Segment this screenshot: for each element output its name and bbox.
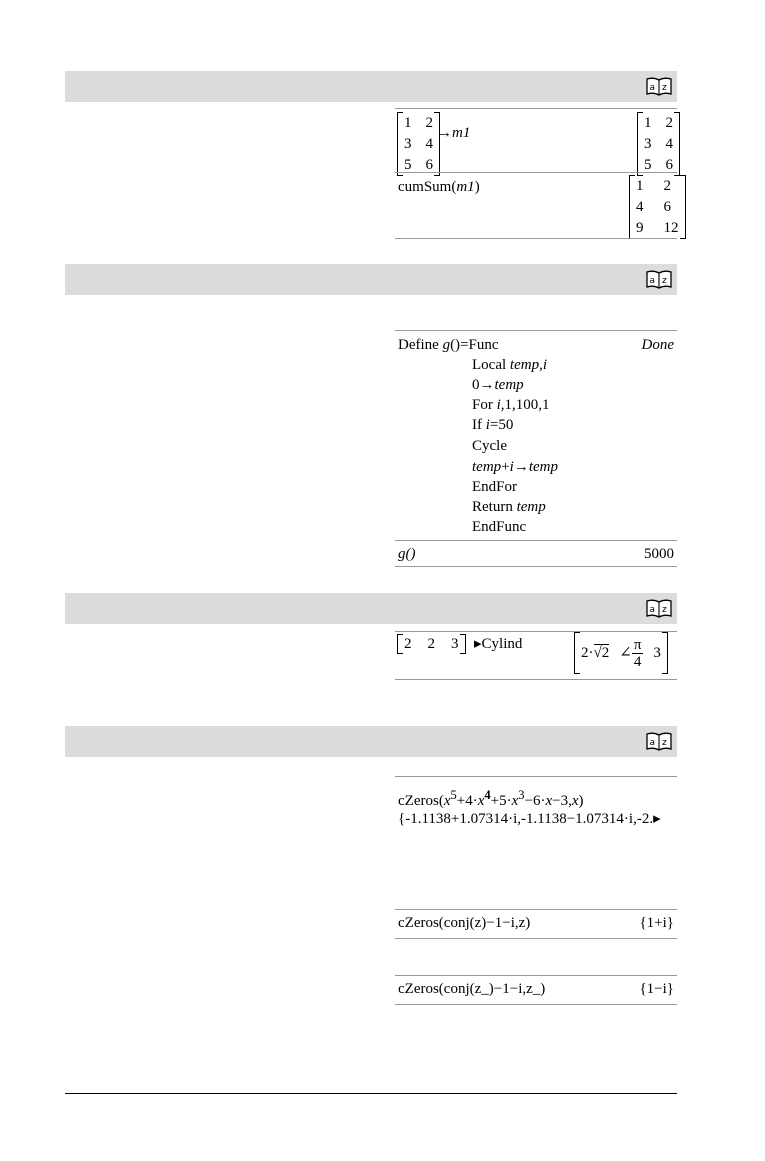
example-divider xyxy=(395,540,677,541)
svg-text:a: a xyxy=(649,738,656,748)
czeros-polynomial: $cZeros(x^5+4\cdot x^4+5\cdot x^3-6\cdot x-3,x)$ xyxy=(398,788,584,809)
matrix-cell: 5 xyxy=(644,157,652,173)
matrix-cell: 2 xyxy=(663,178,671,194)
example-divider xyxy=(395,238,677,239)
example-divider xyxy=(395,1004,677,1005)
cumsum-result-matrix xyxy=(629,175,686,239)
matrix-cell: 6 xyxy=(425,157,433,173)
svg-text:a: a xyxy=(649,83,656,93)
czeros-conj-z-underscore: cZeros(conj(z_)−1−i,z_) xyxy=(398,981,546,997)
matrix-cell: 4 xyxy=(636,199,644,215)
code-line: Return temp xyxy=(472,499,546,515)
svg-text:z: z xyxy=(662,605,667,615)
store-expression xyxy=(437,124,470,142)
matrix-cell: 2 xyxy=(425,115,433,131)
matrix-cell: 1 xyxy=(644,115,652,131)
done-result: Done xyxy=(641,337,674,353)
matrix-cell: 1 xyxy=(636,178,644,194)
footer-rule xyxy=(65,1093,677,1094)
matrix-cell: 3 xyxy=(404,136,412,152)
example-divider xyxy=(395,776,677,777)
matrix-result xyxy=(637,112,680,176)
cylind-operator: ▸Cylind xyxy=(474,636,523,652)
code-line: Local temp,i xyxy=(472,357,547,373)
example-divider xyxy=(395,330,677,331)
matrix-cell: 1 xyxy=(404,115,412,131)
matrix-cell: 6 xyxy=(665,157,673,173)
section-header-cumsum xyxy=(65,71,677,102)
variable-name: m1 xyxy=(452,125,471,141)
cumsum-command: cumSum(m1) xyxy=(398,179,480,195)
store-arrow: → xyxy=(437,125,452,141)
czeros-conj-z: cZeros(conj(z)−1−i,z) xyxy=(398,915,531,931)
cylind-result: 2·√2 ∠ $\frac{\pi}{4}$ 3 xyxy=(574,632,668,674)
function-result: 5000 xyxy=(644,546,674,562)
example-divider xyxy=(395,679,677,680)
define-statement: Define g()=Func xyxy=(398,337,499,353)
matrix-cell: 5 xyxy=(404,157,412,173)
matrix-cell: 12 xyxy=(663,220,679,236)
example-divider xyxy=(395,909,677,910)
section-header-cylind xyxy=(65,593,677,624)
matrix-cell: 3 xyxy=(644,136,652,152)
code-line: Cycle xyxy=(472,438,507,454)
section-header-czeros xyxy=(65,726,677,757)
matrix-cell: 4 xyxy=(425,136,433,152)
svg-text:z: z xyxy=(662,276,667,286)
svg-text:a: a xyxy=(649,605,656,615)
section-header-cycle xyxy=(65,264,677,295)
function-call: g() xyxy=(398,546,416,562)
code-line: If i=50 xyxy=(472,417,514,433)
czeros-conj-z-result: {1+i} xyxy=(639,915,674,931)
code-line: 0→temp xyxy=(472,377,524,393)
czeros-result: {-1.1138+1.07314·i,-1.1138−1.07314·i,-2.▸ xyxy=(398,811,661,827)
svg-text:a: a xyxy=(649,276,656,286)
catalog-book-icon xyxy=(645,269,673,290)
matrix-cell: 6 xyxy=(663,199,671,215)
catalog-book-icon xyxy=(645,598,673,619)
matrix-cell: 4 xyxy=(665,136,673,152)
matrix-cell: 2 xyxy=(665,115,673,131)
czeros-conj-z-underscore-result: {1−i} xyxy=(639,981,674,997)
code-line: For i,1,100,1 xyxy=(472,397,550,413)
example-divider xyxy=(395,975,677,976)
example-divider xyxy=(395,108,677,109)
code-line: EndFunc xyxy=(472,519,527,535)
example-divider xyxy=(395,172,677,173)
svg-text:z: z xyxy=(662,83,667,93)
matrix-input xyxy=(397,112,440,176)
code-line: EndFor xyxy=(472,479,517,495)
svg-text:z: z xyxy=(662,738,667,748)
example-divider xyxy=(395,566,677,567)
catalog-book-icon xyxy=(645,731,673,752)
matrix-cell: 9 xyxy=(636,220,644,236)
vector-input: 2 2 3 xyxy=(397,634,466,654)
example-divider xyxy=(395,938,677,939)
code-line: temp+i→temp xyxy=(472,459,558,475)
catalog-book-icon xyxy=(645,76,673,97)
